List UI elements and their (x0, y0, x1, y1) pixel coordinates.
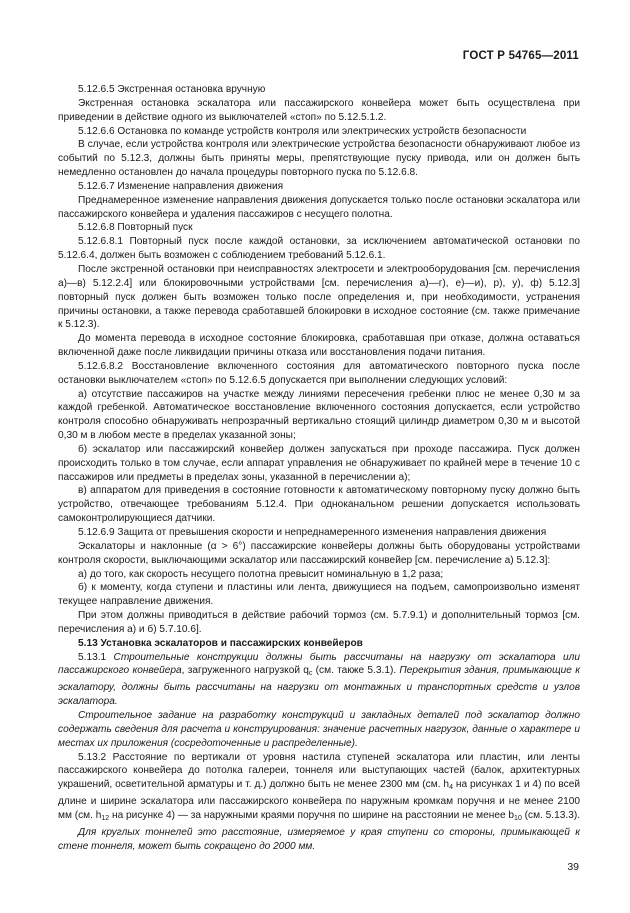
clause-heading: 5.12.6.6 Остановка по команде устройств контроля или электрических устройств безопасности (78, 125, 527, 137)
italic-text: Перекрытия здания, примыкающие к эскалатору, должны быть рассчитаны на нагрузки от монтажных и транспортных средств и узлов эскалатора. (58, 665, 580, 708)
paragraph: До момента перевода в исходное состояние блокировка, сработавшая при отказе, должна оставаться включенной даже после ликвидации причины отказа или восстановления подачи питания. (58, 333, 580, 359)
clause-heading: 5.12.6.9 Защита от превышения скорости и непреднамеренного изменения направления движения (78, 527, 547, 538)
paragraph: 5.12.6.8.1 Повторный пуск после каждой остановки, за исключением автоматической остановки по 5.12.6.4, должен быть возможен с соблюдением требований 5.12.6.1. (58, 236, 580, 262)
text: 5.13.2 Расстояние по вертикали от уровня настила ступеней эскалатора или пластин, или ленты пассажирского конвейера до потолка галереи, тоннеля или выступающих частей (балок, архитектурных украшений, осветительной арматуры и т. д.) должно быть не менее 2300 мм (см. h (58, 751, 580, 791)
section-heading: 5.13 Установка эскалаторов и пассажирских конвейеров (78, 637, 363, 649)
list-item: а) отсутствие пассажиров на участке между линиями пересечения гребенки плюс не менее 0,30 м за каждой гребенкой. Автоматическое восстановление включенного состояния допускается, если устройство контроля способно обнаруживать непрозрачный вертикально стоящий цилиндр диаметром 0,30 м и высотой 0,30 м в любом месте в пределах указанной зоны; (58, 388, 580, 442)
paragraph: 5.12.6.8.2 Восстановление включенного состояния для автоматического повторного пуска после остановки выключателем «стоп» по 5.12.6.5 допускается при выполнении следующих условий: (58, 360, 580, 386)
paragraph: После экстренной остановки при неисправностях электросети и электрооборудования [см. перечисления а)—в) 5.12.2.4] или блокировочными устройствами [см. перечисления а)—г), е)—и), р), у), ф) 5.12.3] повторный пуск должен быть возможен только после определения и, при необходимости, устранения причины остановки, а также перевода сработавшей блокировки в исходное состояние (см. также примечание к 5.12.3). (58, 263, 580, 331)
subscript: 4 (449, 784, 453, 792)
paragraph (58, 651, 580, 709)
paragraph: Эскалаторы и наклонные (α > 6°) пассажирские конвейеры должны быть оборудованы устройствами контроля скорости, выключающими эскалатор или пассажирский конвейер [см. перечисление а) 5.12.3]: (58, 540, 580, 566)
paragraph: В случае, если устройства контроля или электрические устройства безопасности обнаруживают любое из событий по 5.12.3, должны быть приняты меры, препятствующие пуску привода, или он должен быть немедленно остановлен до начала процедуры повторного пуска по 5.12.6.8. (58, 139, 580, 179)
paragraph: Преднамеренное изменение направления движения допускается только после остановки эскалатора или пассажирского конвейера и удаления пассажиров с несущего полотна. (58, 194, 580, 220)
paragraph (58, 709, 580, 751)
paragraph: При этом должны приводиться в действие рабочий тормоз (см. 5.7.9.1) и дополнительный тормоз [см. перечисления а) и б) 5.7.10.6]. (58, 610, 580, 635)
list-item: в) аппаратом для приведения в состояние готовности к автоматическому повторному пуску должно быть устройство, отвечающее требованиям 5.12.4. При одноканальном решении допускается использовать самоконтролирующиеся датчики. (58, 485, 580, 525)
italic-text: Строительные конструкции должны быть рассчитаны на нагрузку от эскалатора или пассажирского конвейера (58, 651, 580, 677)
text: на рисунках 1 и 4) по всей длине и ширине эскалатора или пассажирского конвейера по наружным кромкам поручня и не менее 2100 мм (см. h (58, 779, 581, 821)
page-header-standard: ГОСТ Р 54765—2011 (462, 50, 579, 62)
clause-heading: 5.12.6.8 Повторный пуск (78, 222, 193, 234)
italic-text: Для круглых тоннелей это расстояние, измеряемое у края ступени со стороны, примыкающей к стене тоннеля, может быть сокращено до 2000 мм. (58, 826, 580, 852)
paragraph (58, 826, 580, 854)
list-item: а) до того, как скорость несущего полотна превысит номинальную в 1,2 раза; (78, 568, 444, 580)
text: (см. 5.13.3). (521, 809, 581, 821)
subscript: 12 (101, 814, 110, 822)
text: , загруженного нагрузкой q (181, 665, 309, 677)
clause-number: 5.13.1 (78, 651, 114, 663)
italic-text: Строительное задание на разработку конструкций и закладных деталей под эскалатор должно содержать сведения для расчета и конструирования: значение расчетных нагрузок, данные о характере и местах их приложения (сосредоточенные и распределенные). (58, 709, 580, 749)
paragraph: Экстренная остановка эскалатора или пассажирского конвейера может быть осуществлена при приведении в действие одного из выключателей «стоп» по 5.12.5.1.2. (58, 97, 580, 123)
list-item: б) к моменту, когда ступени и пластины или лента, движущиеся на подъем, самопроизвольно изменят текущее направление движения. (58, 582, 580, 608)
page-number: 39 (567, 861, 579, 873)
document-body (58, 81, 580, 853)
clause-heading: 5.12.6.7 Изменение направления движения (78, 180, 284, 192)
list-item: б) эскалатор или пассажирский конвейер должен запускаться при проходе пассажира. Пуск должен происходить только в том случае, если аппарат управления не обнаруживает по крайней мере в течение 10 с пассажиров или предметы в пределах зоны, указанной в перечислении а); (58, 443, 580, 483)
clause-heading: 5.12.6.5 Экстренная остановка вручную (78, 84, 266, 95)
subscript: 10 (514, 814, 522, 822)
text: (см. также 5.3.1). (312, 665, 400, 677)
subscript: c (308, 670, 313, 678)
text: на рисунке 4) — за наружными краями поручня по ширине на расстоянии не менее b (109, 809, 515, 821)
paragraph (58, 751, 580, 826)
